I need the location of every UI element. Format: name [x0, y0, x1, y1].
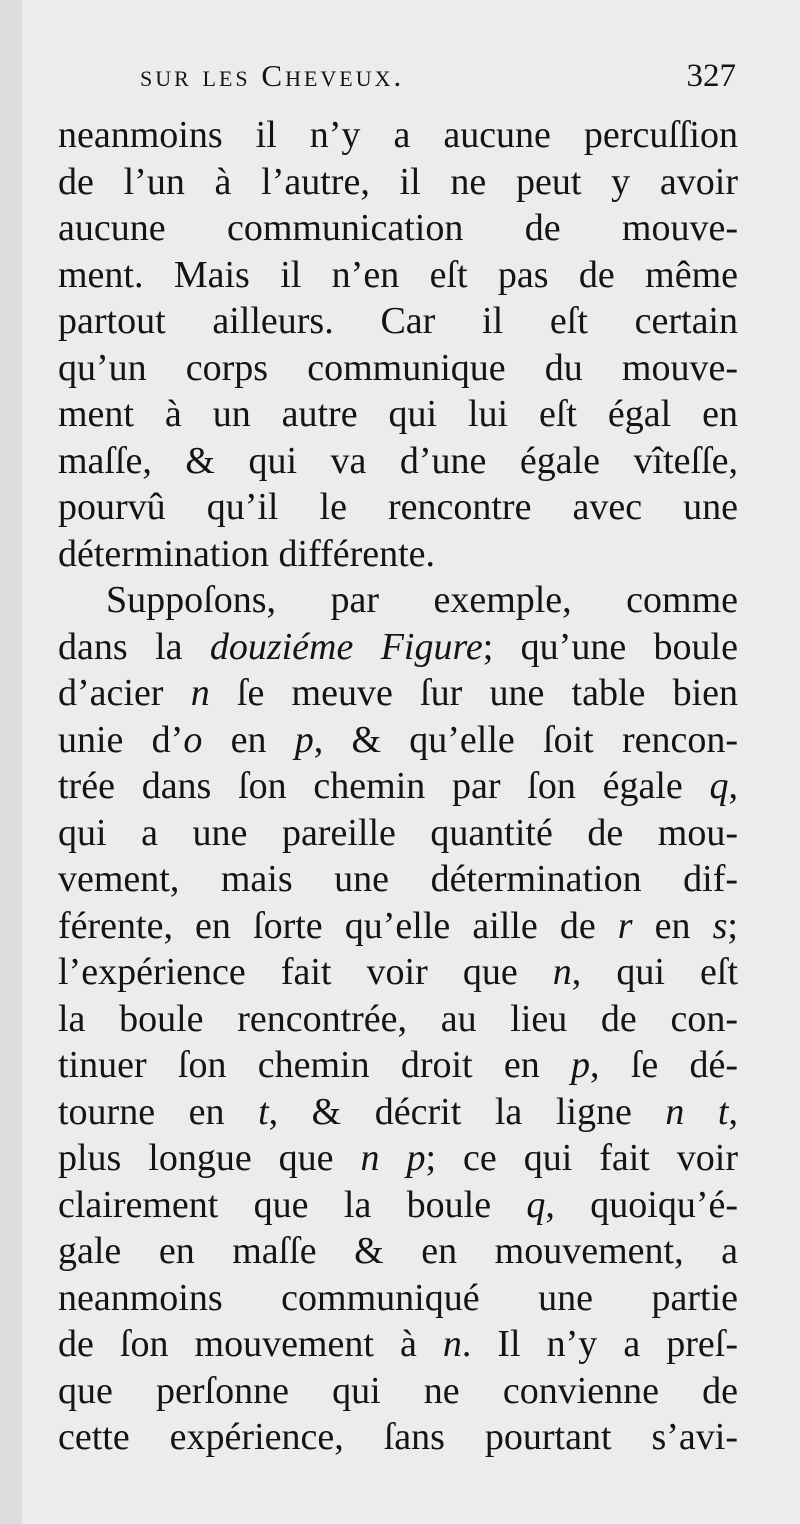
page-gutter-shadow: [0, 0, 22, 1524]
text-segment: ment. Mais il n’en eſt pas de même: [58, 253, 738, 296]
text-line: [58, 1089, 738, 1136]
text-segment: l’expérience fait voir que: [58, 951, 553, 993]
text-line: [58, 252, 738, 299]
text-line: [58, 531, 738, 578]
page-number: 327: [686, 58, 736, 94]
text-line: [58, 159, 738, 206]
text-line: [58, 1368, 738, 1415]
text-segment: trée dans ſon chemin par ſon égale: [58, 765, 710, 807]
text-line: [58, 1275, 738, 1322]
text-line: [58, 1321, 738, 1368]
text-line: [58, 763, 738, 810]
italic-segment: q: [709, 765, 729, 807]
text-segment: de ſon mouvement à: [58, 1323, 443, 1365]
text-segment: plus longue que: [58, 1137, 361, 1179]
text-line: [58, 1228, 738, 1275]
italic-segment: p: [294, 718, 314, 761]
text-line: [58, 810, 738, 857]
text-line: [58, 903, 738, 950]
text-segment: que perſonne qui ne convienne de: [58, 1369, 738, 1412]
text-segment: pourvû qu’il le rencontre avec une: [58, 486, 738, 528]
text-segment: cette expérience, ſans pourtant s’avi-: [58, 1416, 738, 1458]
italic-segment: n t: [665, 1090, 729, 1133]
text-line: [58, 1182, 738, 1229]
text-line: [58, 670, 738, 717]
italic-segment: r: [617, 904, 633, 947]
text-segment: aucune communication de mouve-: [58, 207, 738, 249]
text-segment: , & décrit la ligne: [268, 1090, 666, 1133]
text-segment: ment à un autre qui lui eſt égal en: [58, 393, 738, 435]
text-segment: ,: [728, 765, 738, 807]
text-segment: qu’un corps communique du mouve-: [58, 346, 738, 389]
text-line: [58, 624, 738, 671]
italic-segment: q: [526, 1183, 546, 1226]
italic-segment: n: [190, 672, 210, 714]
text-segment: en: [632, 904, 713, 947]
text-line: [58, 1414, 738, 1461]
text-line: [58, 996, 738, 1043]
text-segment: de l’un à l’autre, il ne peut y avoir: [58, 160, 738, 203]
text-segment: , quoiqu’é-: [545, 1183, 738, 1226]
text-line: [58, 1042, 738, 1089]
text-segment: tourne en: [58, 1090, 259, 1133]
text-segment: maſſe, & qui va d’une égale vîteſſe,: [58, 439, 738, 482]
text-segment: , qui eſt: [571, 951, 738, 993]
running-title: sur les Cheveux.: [140, 58, 405, 93]
text-segment: partout ailleurs. Car il eſt certain: [58, 300, 738, 342]
text-line: [58, 577, 738, 624]
text-segment: d’acier: [58, 672, 191, 714]
text-segment: ſe meuve ſur une table bien: [209, 672, 738, 714]
text-line: [58, 438, 738, 485]
italic-segment: s: [712, 904, 728, 947]
text-line: [58, 1135, 738, 1182]
text-line: [58, 484, 738, 531]
text-segment: unie d’: [58, 718, 184, 761]
text-segment: clairement que la boule: [58, 1183, 527, 1226]
italic-segment: douziéme Figure: [209, 625, 483, 668]
text-segment: tinuer ſon chemin droit en: [58, 1044, 572, 1086]
text-line: [58, 949, 738, 996]
text-line: [58, 112, 738, 159]
body-text: [58, 112, 738, 1461]
text-segment: ; qu’une boule: [482, 625, 738, 668]
text-segment: , ſe dé-: [590, 1044, 738, 1086]
text-segment: qui a une pareille quantité de mou-: [58, 811, 738, 854]
text-segment: en: [202, 718, 295, 761]
italic-segment: n: [552, 951, 572, 993]
text-segment: ,: [728, 1090, 738, 1133]
text-line: [58, 717, 738, 764]
text-segment: , & qu’elle ſoit rencon-: [313, 718, 739, 761]
text-segment: neanmoins il n’y a aucune percuſſion: [58, 114, 738, 156]
italic-segment: t: [258, 1090, 269, 1133]
text-segment: dans la: [58, 625, 210, 668]
text-segment: férente, en ſorte qu’elle aille de: [58, 904, 618, 947]
text-segment: la boule rencontrée, au lieu de con-: [58, 997, 738, 1040]
page-header: [140, 58, 740, 98]
italic-segment: p: [571, 1044, 591, 1086]
text-segment: neanmoins communiqué une partie: [58, 1276, 738, 1319]
text-segment: vement, mais une détermination dif-: [58, 858, 738, 900]
italic-segment: n: [442, 1323, 462, 1365]
text-line: [58, 856, 738, 903]
text-segment: Suppoſons, par exemple, comme: [106, 579, 738, 621]
text-segment: détermination différente.: [58, 532, 436, 575]
text-line: [58, 391, 738, 438]
text-segment: gale en maſſe & en mouvement, a: [58, 1230, 738, 1272]
text-segment: ;: [727, 904, 738, 947]
italic-segment: o: [183, 718, 203, 761]
text-line: [58, 205, 738, 252]
italic-segment: n p: [360, 1137, 426, 1179]
text-segment: . Il n’y a preſ-: [461, 1323, 738, 1365]
text-segment: ; ce qui fait voir: [425, 1137, 739, 1179]
text-line: [58, 345, 738, 392]
text-line: [58, 298, 738, 345]
